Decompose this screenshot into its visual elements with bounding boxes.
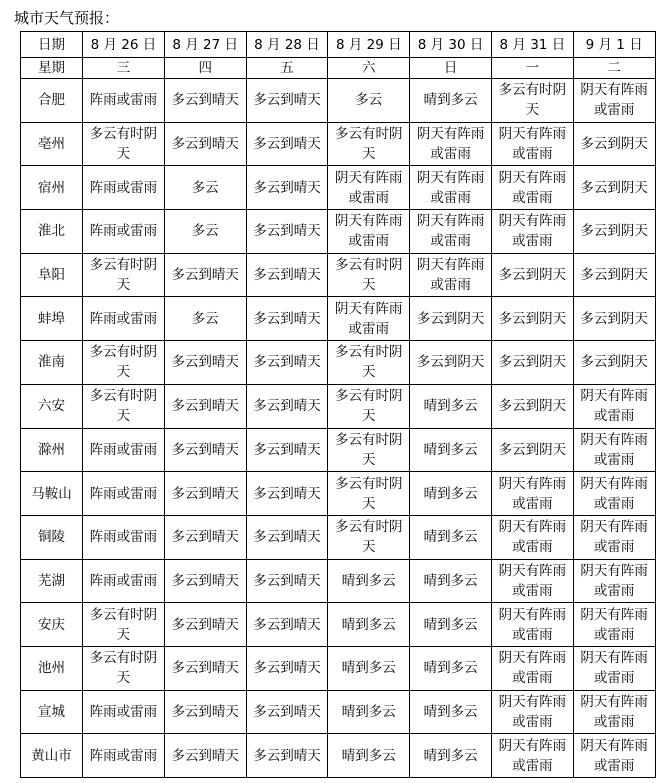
forecast-text: 多云到晴天 xyxy=(171,354,239,371)
city-name-cell: 合肥 xyxy=(21,79,83,123)
forecast-cell xyxy=(328,253,410,297)
forecast-cell xyxy=(491,472,573,516)
table-row xyxy=(21,603,656,647)
forecast-cell xyxy=(491,253,573,297)
forecast-cell xyxy=(328,341,410,385)
forecast-cell xyxy=(491,734,573,778)
forecast-cell xyxy=(246,166,328,210)
forecast-cell xyxy=(410,603,492,647)
forecast-cell xyxy=(410,559,492,603)
forecast-text: 多云到晴天 xyxy=(253,267,321,284)
forecast-text: 晴到多云 xyxy=(423,703,478,720)
forecast-cell xyxy=(83,253,165,297)
forecast-cell xyxy=(328,122,410,166)
forecast-text: 阴天有阵雨或雷雨 xyxy=(498,213,567,250)
forecast-cell xyxy=(491,122,573,166)
forecast-text: 阵雨或雷雨 xyxy=(89,572,158,589)
forecast-text: 多云到晴天 xyxy=(253,660,321,677)
forecast-cell xyxy=(246,690,328,734)
forecast-cell xyxy=(410,734,492,778)
date-header-row xyxy=(21,32,656,58)
city-name-cell: 淮南 xyxy=(21,341,83,385)
forecast-cell xyxy=(164,603,246,647)
forecast-cell xyxy=(491,690,573,734)
forecast-text: 多云到晴天 xyxy=(253,703,321,720)
forecast-cell xyxy=(491,166,573,210)
table-row xyxy=(21,428,656,472)
city-name-cell: 池州 xyxy=(21,646,83,690)
forecast-cell xyxy=(573,210,655,254)
table-row xyxy=(21,79,656,123)
forecast-cell xyxy=(491,210,573,254)
forecast-text: 多云 xyxy=(191,179,219,196)
table-row xyxy=(21,341,656,385)
forecast-text: 阴天有阵雨或雷雨 xyxy=(580,519,648,556)
forecast-cell xyxy=(246,559,328,603)
forecast-cell xyxy=(573,79,655,123)
document-title: 城市天气预报： xyxy=(14,9,120,27)
forecast-text: 阵雨或雷雨 xyxy=(89,310,158,327)
forecast-cell xyxy=(573,166,655,210)
forecast-text: 多云到晴天 xyxy=(171,616,239,633)
forecast-text: 多云到阴天 xyxy=(580,267,648,284)
forecast-cell xyxy=(164,515,246,559)
forecast-text: 阴天有阵雨或雷雨 xyxy=(580,693,648,730)
city-name-cell: 亳州 xyxy=(21,122,83,166)
forecast-text: 阴天有阵雨或雷雨 xyxy=(416,169,485,206)
forecast-cell xyxy=(491,603,573,647)
weekday-header-cell: 五 xyxy=(246,58,328,79)
forecast-text: 多云有时阴天 xyxy=(335,388,403,425)
forecast-text: 阴天有阵雨或雷雨 xyxy=(580,388,648,425)
forecast-cell xyxy=(83,472,165,516)
forecast-text: 阴天有阵雨或雷雨 xyxy=(416,213,485,250)
forecast-cell xyxy=(246,210,328,254)
forecast-cell xyxy=(328,384,410,428)
table-row xyxy=(21,734,656,778)
forecast-cell xyxy=(246,472,328,516)
forecast-text: 多云到晴天 xyxy=(171,92,239,109)
table-body xyxy=(21,32,656,778)
forecast-cell xyxy=(573,472,655,516)
city-name-cell: 芜湖 xyxy=(21,559,83,603)
forecast-cell xyxy=(164,646,246,690)
weekday-header-cell: 二 xyxy=(573,58,655,79)
city-name-cell: 黄山市 xyxy=(21,734,83,778)
forecast-cell xyxy=(491,79,573,123)
date-header-cell: 8 月 30 日 xyxy=(410,32,492,58)
forecast-text: 阵雨或雷雨 xyxy=(89,485,158,502)
forecast-cell xyxy=(246,603,328,647)
city-name-cell: 滁州 xyxy=(21,428,83,472)
forecast-text: 晴到多云 xyxy=(423,441,478,458)
forecast-text: 多云到晴天 xyxy=(253,223,321,240)
forecast-text: 阴天有阵雨或雷雨 xyxy=(580,606,648,643)
forecast-text: 多云到晴天 xyxy=(253,310,321,327)
forecast-text: 多云到阴天 xyxy=(416,354,485,371)
forecast-cell xyxy=(83,515,165,559)
forecast-cell xyxy=(573,341,655,385)
table-row xyxy=(21,472,656,516)
forecast-text: 晴到多云 xyxy=(341,616,396,633)
forecast-cell xyxy=(246,253,328,297)
forecast-text: 阴天有阵雨或雷雨 xyxy=(580,562,648,599)
forecast-cell xyxy=(164,472,246,516)
forecast-cell xyxy=(328,210,410,254)
forecast-text: 多云有时阴天 xyxy=(335,126,403,163)
forecast-text: 多云到晴天 xyxy=(253,354,321,371)
forecast-text: 多云到晴天 xyxy=(253,179,321,196)
forecast-text: 晴到多云 xyxy=(423,92,478,109)
forecast-cell xyxy=(573,253,655,297)
city-name-cell: 阜阳 xyxy=(21,253,83,297)
date-header-cell: 8 月 28 日 xyxy=(246,32,328,58)
forecast-text: 阴天有阵雨或雷雨 xyxy=(580,431,648,468)
forecast-text: 多云 xyxy=(191,310,219,327)
forecast-cell xyxy=(328,603,410,647)
forecast-text: 阴天有阵雨或雷雨 xyxy=(580,82,648,119)
forecast-cell xyxy=(410,341,492,385)
weather-forecast-table xyxy=(20,31,656,778)
date-header-cell: 8 月 27 日 xyxy=(164,32,246,58)
forecast-text: 多云有时阴天 xyxy=(335,519,403,556)
forecast-text: 多云到阴天 xyxy=(498,310,567,327)
forecast-cell xyxy=(573,428,655,472)
city-name-cell: 六安 xyxy=(21,384,83,428)
forecast-text: 阴天有阵雨或雷雨 xyxy=(580,475,648,512)
forecast-cell xyxy=(573,734,655,778)
city-name-cell: 马鞍山 xyxy=(21,472,83,516)
date-header-cell: 8 月 29 日 xyxy=(328,32,410,58)
forecast-text: 阴天有阵雨或雷雨 xyxy=(498,169,567,206)
forecast-cell xyxy=(328,646,410,690)
forecast-cell xyxy=(246,515,328,559)
forecast-text: 多云到晴天 xyxy=(253,616,321,633)
forecast-text: 多云 xyxy=(191,223,219,240)
city-name-cell: 安庆 xyxy=(21,603,83,647)
forecast-text: 多云有时阴天 xyxy=(89,606,158,643)
forecast-text: 多云有时阴天 xyxy=(335,344,403,381)
forecast-cell xyxy=(164,166,246,210)
forecast-cell xyxy=(328,297,410,341)
forecast-text: 多云到阴天 xyxy=(580,310,648,327)
forecast-cell xyxy=(573,603,655,647)
forecast-text: 阴天有阵雨或雷雨 xyxy=(335,213,403,250)
forecast-cell xyxy=(83,297,165,341)
forecast-text: 多云到阴天 xyxy=(580,354,648,371)
forecast-text: 多云有时阴天 xyxy=(335,475,403,512)
forecast-text: 多云到晴天 xyxy=(171,703,239,720)
forecast-cell xyxy=(328,79,410,123)
forecast-text: 晴到多云 xyxy=(341,747,396,764)
forecast-cell xyxy=(83,690,165,734)
forecast-text: 多云到阴天 xyxy=(498,267,567,284)
forecast-text: 阴天有阵雨或雷雨 xyxy=(498,606,567,643)
forecast-cell xyxy=(164,210,246,254)
forecast-cell xyxy=(573,559,655,603)
forecast-text: 多云到晴天 xyxy=(171,267,239,284)
forecast-text: 多云到晴天 xyxy=(253,747,321,764)
forecast-text: 阵雨或雷雨 xyxy=(89,529,158,546)
forecast-text: 多云有时阴天 xyxy=(335,431,403,468)
forecast-text: 阴天有阵雨或雷雨 xyxy=(498,562,567,599)
city-name-cell: 宿州 xyxy=(21,166,83,210)
date-header-cell: 8 月 26 日 xyxy=(83,32,165,58)
forecast-cell xyxy=(410,384,492,428)
forecast-text: 多云到晴天 xyxy=(171,660,239,677)
forecast-cell xyxy=(83,79,165,123)
forecast-cell xyxy=(246,122,328,166)
forecast-text: 阴天有阵雨或雷雨 xyxy=(335,169,403,206)
forecast-text: 多云到阴天 xyxy=(498,398,567,415)
date-header-label: 日期 xyxy=(21,32,83,58)
forecast-text: 阴天有阵雨或雷雨 xyxy=(416,126,485,163)
forecast-text: 多云到晴天 xyxy=(253,398,321,415)
forecast-cell xyxy=(491,646,573,690)
weekday-header-cell: 日 xyxy=(410,58,492,79)
forecast-cell xyxy=(410,690,492,734)
forecast-cell xyxy=(83,166,165,210)
forecast-cell xyxy=(83,603,165,647)
forecast-cell xyxy=(328,734,410,778)
forecast-cell xyxy=(164,253,246,297)
forecast-cell xyxy=(246,384,328,428)
forecast-cell xyxy=(491,428,573,472)
forecast-cell xyxy=(410,428,492,472)
forecast-text: 阵雨或雷雨 xyxy=(89,92,158,109)
forecast-cell xyxy=(573,515,655,559)
forecast-cell xyxy=(246,734,328,778)
table-row xyxy=(21,122,656,166)
forecast-cell xyxy=(246,79,328,123)
weekday-header-label: 星期 xyxy=(21,58,83,79)
forecast-cell xyxy=(491,515,573,559)
forecast-text: 阴天有阵雨或雷雨 xyxy=(580,650,648,687)
forecast-cell xyxy=(164,297,246,341)
forecast-text: 多云到阴天 xyxy=(580,179,648,196)
date-header-cell: 9 月 1 日 xyxy=(573,32,655,58)
forecast-text: 阴天有阵雨或雷雨 xyxy=(416,257,485,294)
forecast-text: 阵雨或雷雨 xyxy=(89,179,158,196)
forecast-text: 多云到晴天 xyxy=(253,485,321,502)
forecast-cell xyxy=(83,384,165,428)
forecast-text: 多云有时阴天 xyxy=(335,257,403,294)
forecast-cell xyxy=(410,515,492,559)
forecast-text: 阴天有阵雨或雷雨 xyxy=(498,693,567,730)
forecast-cell xyxy=(410,79,492,123)
forecast-text: 多云到晴天 xyxy=(171,529,239,546)
weekday-header-cell: 六 xyxy=(328,58,410,79)
forecast-cell xyxy=(164,384,246,428)
forecast-text: 多云有时阴天 xyxy=(89,388,158,425)
weekday-header-cell: 四 xyxy=(164,58,246,79)
forecast-cell xyxy=(328,559,410,603)
forecast-cell xyxy=(83,646,165,690)
forecast-cell xyxy=(410,122,492,166)
forecast-text: 晴到多云 xyxy=(423,485,478,502)
forecast-cell xyxy=(573,297,655,341)
forecast-text: 阴天有阵雨或雷雨 xyxy=(498,126,567,163)
forecast-text: 多云到阴天 xyxy=(498,441,567,458)
forecast-cell xyxy=(573,690,655,734)
forecast-cell xyxy=(410,472,492,516)
forecast-text: 多云到晴天 xyxy=(171,441,239,458)
forecast-text: 晴到多云 xyxy=(423,747,478,764)
table-row xyxy=(21,166,656,210)
forecast-text: 阴天有阵雨或雷雨 xyxy=(580,737,648,774)
forecast-cell xyxy=(83,559,165,603)
forecast-cell xyxy=(328,472,410,516)
forecast-cell xyxy=(410,253,492,297)
forecast-cell xyxy=(164,122,246,166)
forecast-cell xyxy=(491,297,573,341)
forecast-cell xyxy=(410,297,492,341)
forecast-text: 多云到晴天 xyxy=(253,92,321,109)
forecast-text: 多云到阴天 xyxy=(498,354,567,371)
forecast-text: 晴到多云 xyxy=(423,660,478,677)
table-row xyxy=(21,559,656,603)
table-row xyxy=(21,210,656,254)
forecast-text: 晴到多云 xyxy=(423,616,478,633)
forecast-text: 晴到多云 xyxy=(423,572,478,589)
forecast-cell xyxy=(246,297,328,341)
forecast-cell xyxy=(164,734,246,778)
forecast-text: 阴天有阵雨或雷雨 xyxy=(498,650,567,687)
city-name-cell: 蚌埠 xyxy=(21,297,83,341)
forecast-cell xyxy=(410,166,492,210)
city-name-cell: 铜陵 xyxy=(21,515,83,559)
forecast-text: 多云有时阴天 xyxy=(89,344,158,381)
forecast-cell xyxy=(83,734,165,778)
forecast-text: 多云有时阴天 xyxy=(89,650,158,687)
forecast-text: 晴到多云 xyxy=(341,703,396,720)
table-row xyxy=(21,297,656,341)
forecast-cell xyxy=(164,559,246,603)
forecast-text: 多云到晴天 xyxy=(171,398,239,415)
forecast-text: 阵雨或雷雨 xyxy=(89,747,158,764)
forecast-cell xyxy=(573,122,655,166)
forecast-text: 多云到阴天 xyxy=(580,136,648,153)
forecast-text: 多云到晴天 xyxy=(171,136,239,153)
forecast-text: 阵雨或雷雨 xyxy=(89,223,158,240)
forecast-text: 多云到晴天 xyxy=(171,747,239,764)
weekday-header-cell: 一 xyxy=(491,58,573,79)
forecast-cell xyxy=(573,384,655,428)
forecast-cell xyxy=(328,690,410,734)
forecast-cell xyxy=(410,210,492,254)
city-name-cell: 宣城 xyxy=(21,690,83,734)
forecast-cell xyxy=(164,690,246,734)
date-header-cell: 8 月 31 日 xyxy=(491,32,573,58)
forecast-cell xyxy=(573,646,655,690)
forecast-text: 多云到晴天 xyxy=(253,136,321,153)
forecast-cell xyxy=(83,210,165,254)
forecast-text: 阴天有阵雨或雷雨 xyxy=(498,519,567,556)
forecast-text: 阴天有阵雨或雷雨 xyxy=(498,737,567,774)
table-row xyxy=(21,690,656,734)
forecast-text: 多云到阴天 xyxy=(416,310,485,327)
forecast-cell xyxy=(164,79,246,123)
forecast-cell xyxy=(246,428,328,472)
table-row xyxy=(21,253,656,297)
forecast-text: 多云有时阴天 xyxy=(89,126,158,163)
forecast-cell xyxy=(83,122,165,166)
forecast-text: 多云到晴天 xyxy=(253,572,321,589)
forecast-text: 阴天有阵雨或雷雨 xyxy=(335,300,403,337)
table-row xyxy=(21,384,656,428)
forecast-text: 多云有时阴天 xyxy=(89,257,158,294)
forecast-cell xyxy=(491,341,573,385)
forecast-text: 晴到多云 xyxy=(423,529,478,546)
forecast-cell xyxy=(491,384,573,428)
forecast-text: 多云到阴天 xyxy=(580,223,648,240)
forecast-text: 多云到晴天 xyxy=(171,485,239,502)
weekday-header-row xyxy=(21,58,656,79)
forecast-text: 阵雨或雷雨 xyxy=(89,703,158,720)
forecast-cell xyxy=(164,341,246,385)
weekday-header-cell: 三 xyxy=(83,58,165,79)
forecast-text: 晴到多云 xyxy=(341,660,396,677)
forecast-text: 多云 xyxy=(355,92,383,109)
forecast-text: 多云到晴天 xyxy=(171,572,239,589)
forecast-cell xyxy=(328,166,410,210)
forecast-text: 多云到晴天 xyxy=(253,441,321,458)
table-row xyxy=(21,646,656,690)
forecast-text: 晴到多云 xyxy=(341,572,396,589)
forecast-cell xyxy=(328,515,410,559)
table-row xyxy=(21,515,656,559)
forecast-text: 多云到晴天 xyxy=(253,529,321,546)
city-name-cell: 淮北 xyxy=(21,210,83,254)
forecast-cell xyxy=(246,646,328,690)
forecast-cell xyxy=(328,428,410,472)
forecast-cell xyxy=(246,341,328,385)
forecast-cell xyxy=(164,428,246,472)
forecast-cell xyxy=(83,341,165,385)
forecast-text: 晴到多云 xyxy=(423,398,478,415)
forecast-cell xyxy=(410,646,492,690)
forecast-text: 多云有时阴天 xyxy=(498,82,567,119)
forecast-text: 阴天有阵雨或雷雨 xyxy=(498,475,567,512)
forecast-cell xyxy=(83,428,165,472)
forecast-cell xyxy=(491,559,573,603)
forecast-text: 阵雨或雷雨 xyxy=(89,441,158,458)
